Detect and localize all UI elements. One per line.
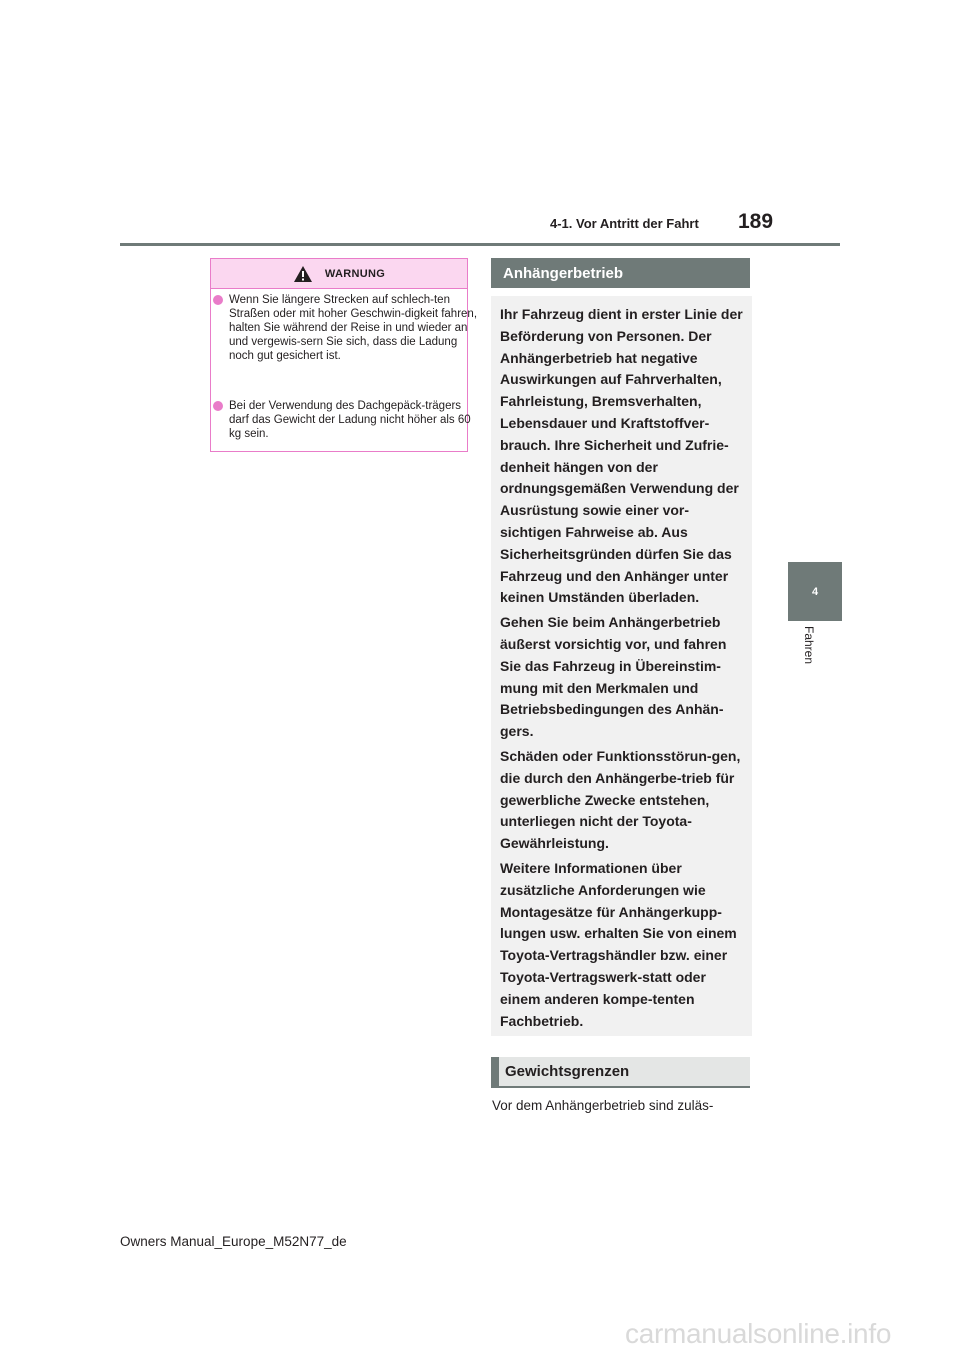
paragraph: Gehen Sie beim Anhängerbetrieb äußerst vorsichtig vor, und fahren Sie das Fahrzeug in Übereinstim-mung mit den Merkmalen und Betriebsbedingungen des Anhän-gers. — [500, 614, 727, 740]
footer-text: Owners Manual_Europe_M52N77_de — [120, 1234, 347, 1249]
warning-box — [210, 258, 478, 452]
warning-item — [211, 293, 483, 363]
warning-triangle-icon — [293, 265, 313, 283]
warning-item — [211, 399, 483, 441]
paragraph: Ihr Fahrzeug dient in erster Linie der Beförderung von Personen. Der Anhängerbetrieb hat negative Auswirkungen auf Fahrverhalten, Fahrleistung, Bremsverhalten, Lebensdauer und Kraftstoffver-brauch. Ihre Sicherheit und Zufrie-denheit hängen von der ordnungsgemäßen Verwendung der Ausrüstung sowie einer vor-sichtigen Fahrweise ab. Aus Sicherheitsgründen dürfen Sie das Fahrzeug und den Anhänger unter keinen Umständen überladen. — [500, 306, 743, 606]
bullet-icon — [213, 295, 223, 305]
warning-item-text: Wenn Sie längere Strecken auf schlech-ten Straßen oder mit hoher Geschwin-digkeit fahren, halten Sie während der Reise in und wieder an und vergewis-sern Sie sich, dass die Ladung noch gut gesichert ist. — [229, 294, 478, 362]
gewichtsgrenzen-heading: Gewichtsgrenzen — [491, 1057, 750, 1088]
section-title: 4-1. Vor Antritt der Fahrt — [550, 216, 699, 231]
paragraph: Schäden oder Funktionsstörun-gen, die durch den Anhängerbe-trieb für gewerbliche Zwecke entstehen, unterliegen nicht der Toyota-Gewährleistung. — [500, 747, 741, 852]
warning-title: WARNUNG — [324, 267, 386, 280]
paragraph: Weitere Informationen über zusätzliche Anforderungen wie Montagesätze für Anhängerkupp-lungen usw. erhalten Sie von einem Toyota-Vertragshändler bzw. einer Toyota-Vertragswerk-statt oder einem anderen kompe-tenten Fachbetrieb. — [500, 859, 737, 1029]
header-rule — [120, 243, 840, 246]
anhaengerbetrieb-heading: Anhängerbetrieb — [491, 258, 750, 288]
page-number: 189 — [738, 210, 774, 233]
chapter-label-text: Fahren — [802, 626, 816, 665]
chapter-tab: 4 — [788, 562, 842, 621]
body-text: Vor dem Anhängerbetrieb sind zuläs- — [492, 1098, 714, 1113]
chapter-label — [792, 626, 840, 686]
bullet-icon — [213, 401, 223, 411]
info-text — [500, 304, 745, 1035]
watermark: carmanualsonline.info — [625, 1318, 892, 1349]
warning-item-text: Bei der Verwendung des Dachgepäck-trägers darf das Gewicht der Ladung nicht höher als 60 kg sein. — [229, 400, 471, 440]
warning-header — [211, 259, 467, 289]
